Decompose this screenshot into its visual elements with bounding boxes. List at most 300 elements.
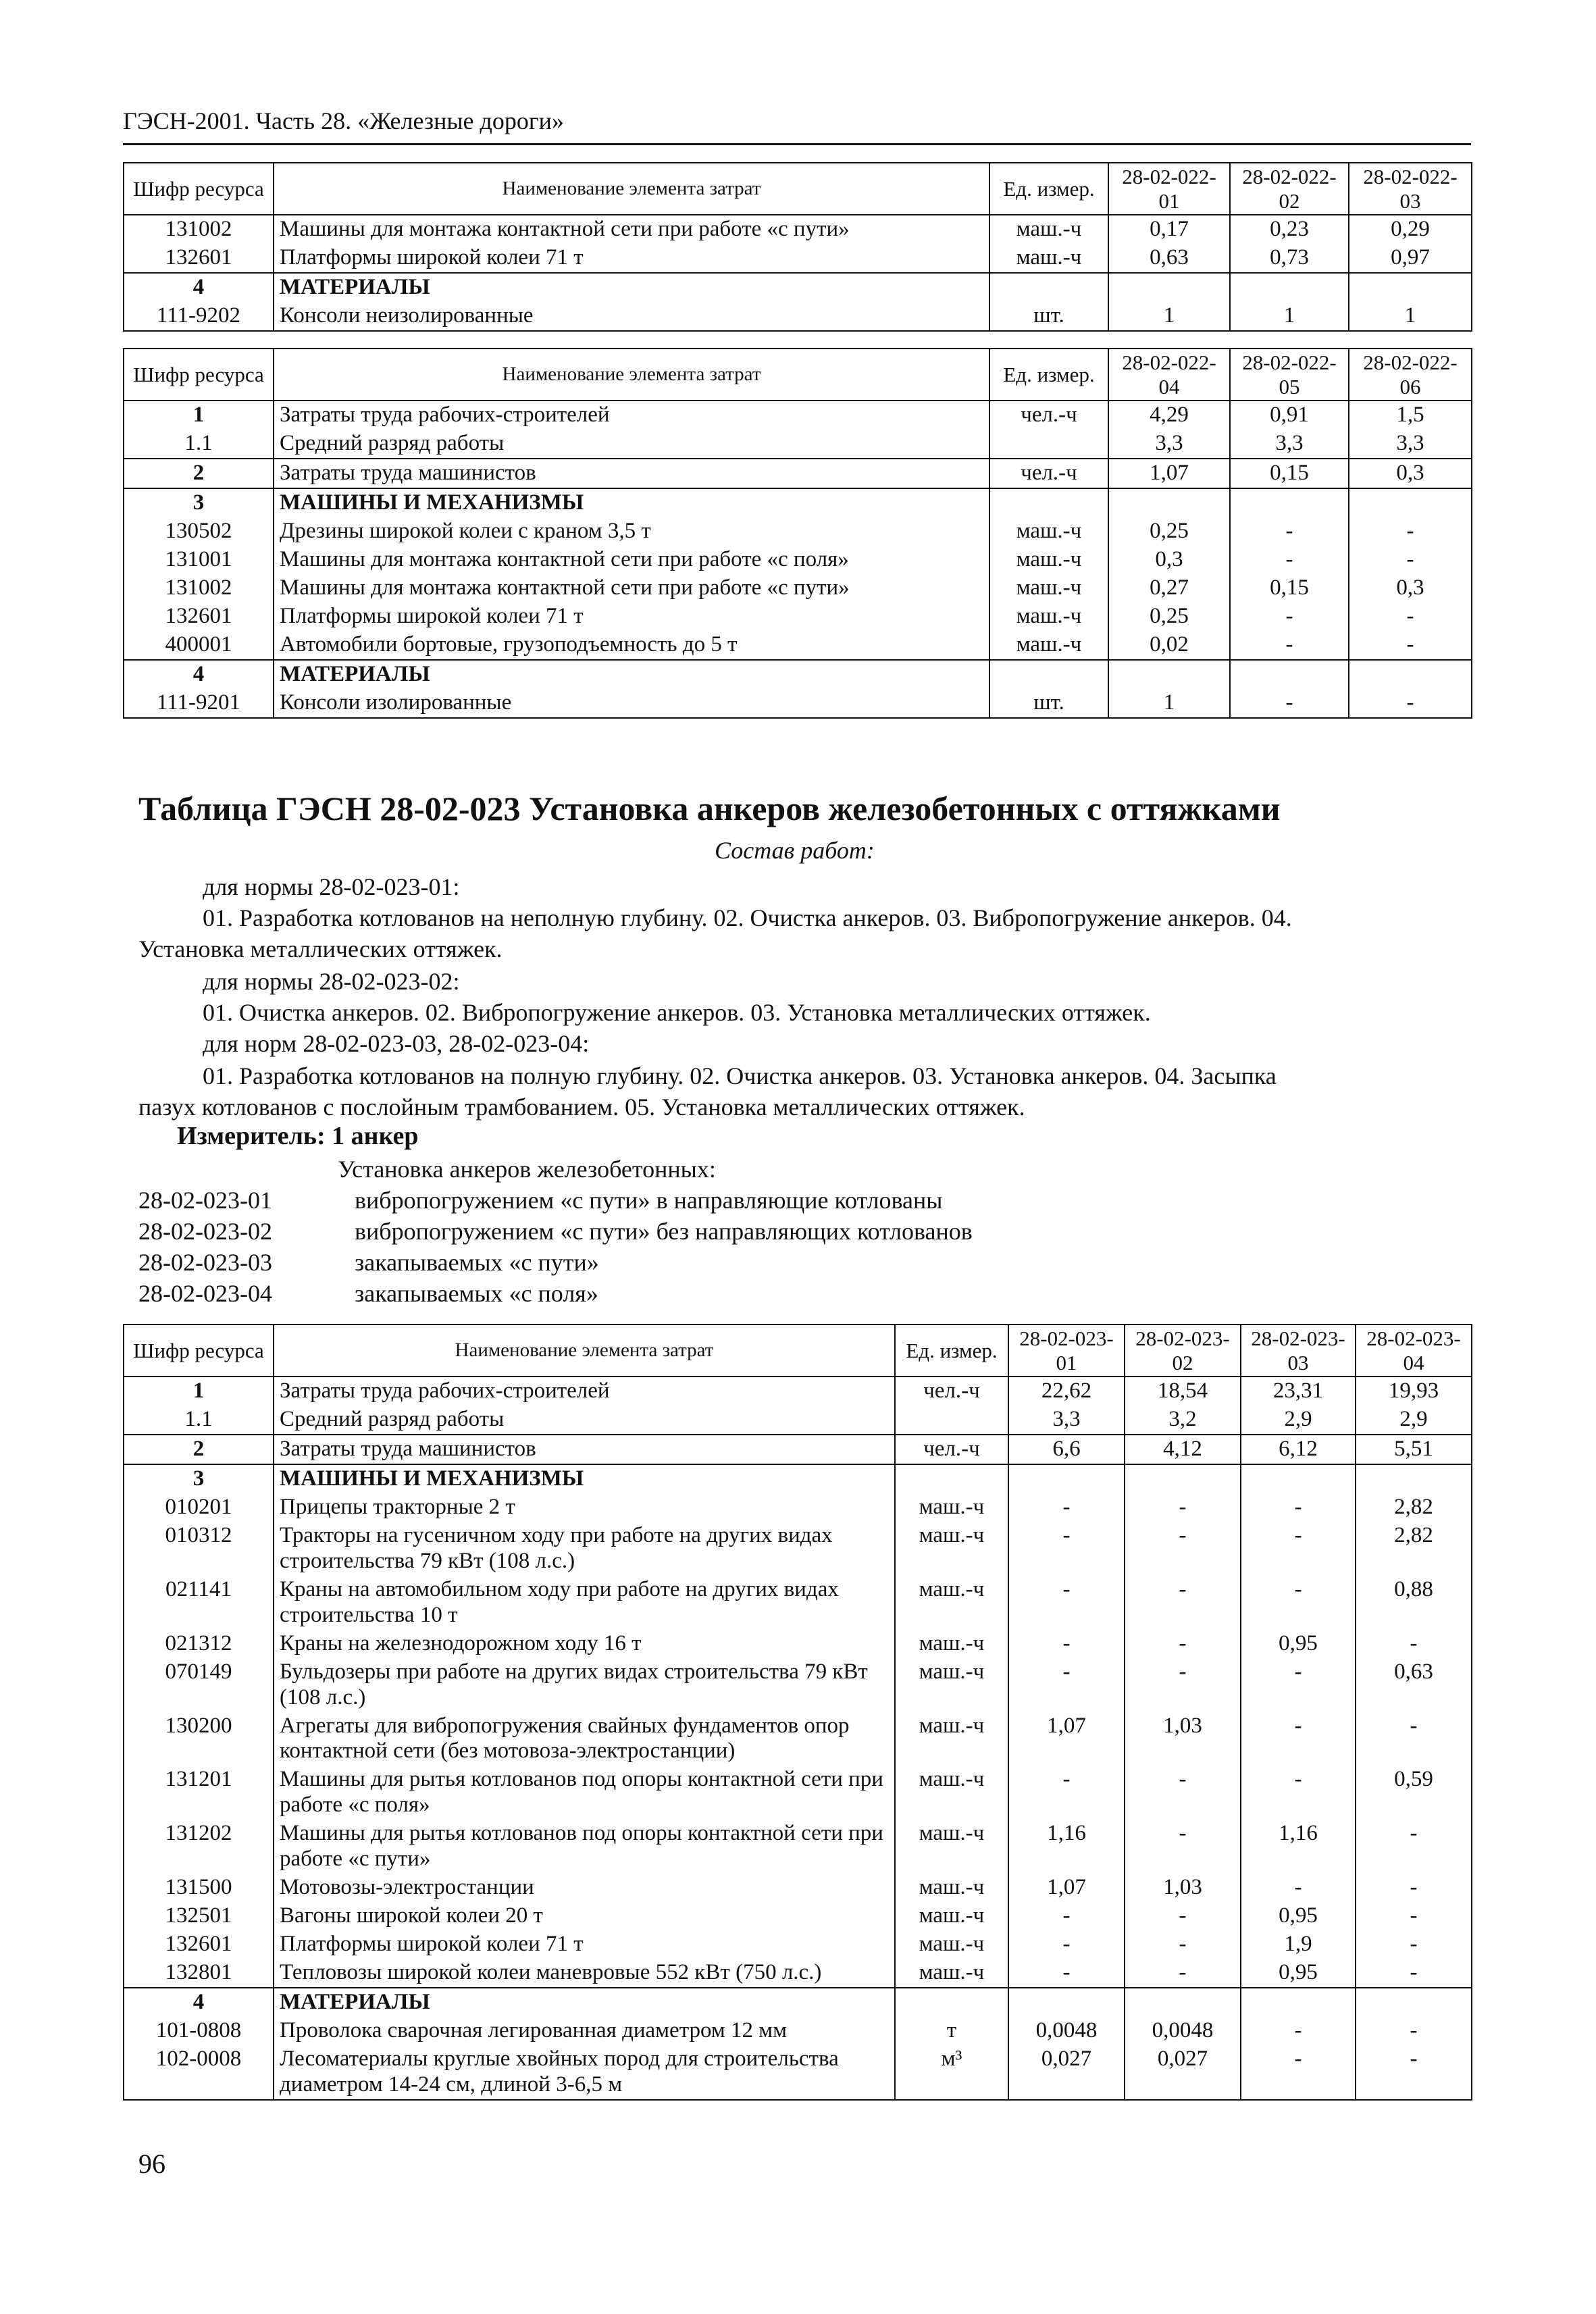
cost-element-name: Консоли изолированные (274, 689, 989, 718)
norm-value: - (1349, 517, 1472, 546)
norm-value: - (1125, 1522, 1241, 1576)
cost-element-name: Средний разряд работы (274, 430, 989, 459)
norm-label: для норм 28-02-023-03, 28-02-023-04: (203, 1030, 590, 1057)
norm-value: 6,12 (1241, 1435, 1356, 1464)
unit-of-measure: маш.-ч (895, 1766, 1008, 1820)
variant-text: вибропогружением «с пути» без направляющих котлованов (355, 1218, 973, 1245)
table-row (124, 430, 1472, 459)
unit-of-measure: маш.-ч (989, 517, 1108, 546)
resource-code: 400001 (124, 631, 274, 660)
norm-value (1108, 660, 1230, 689)
norm-value: - (1125, 1493, 1241, 1522)
norm-value: 3,3 (1108, 430, 1230, 459)
column-header-norm: 28-02-022-03 (1349, 163, 1472, 215)
resource-code: 4 (124, 660, 274, 689)
unit-of-measure: маш.-ч (895, 1874, 1008, 1902)
cost-element-name: МАТЕРИАЛЫ (274, 1988, 895, 2017)
unit-of-measure: маш.-ч (895, 1902, 1008, 1930)
norm-value: - (1241, 1576, 1356, 1630)
column-header-norm: 28-02-023-02 (1125, 1325, 1241, 1377)
norm-value: - (1008, 1658, 1125, 1712)
norm-value: 1,03 (1125, 1874, 1241, 1902)
cost-element-name: Платформы широкой колеи 71 т (274, 1930, 895, 1959)
table-row (124, 1959, 1472, 1988)
column-header-norm: 28-02-022-01 (1108, 163, 1230, 215)
cost-element-name: МАТЕРИАЛЫ (274, 273, 989, 302)
column-header-norm: 28-02-022-02 (1230, 163, 1349, 215)
table-row (124, 1820, 1472, 1874)
norm-value: 0,3 (1349, 459, 1472, 488)
norm-value: - (1349, 602, 1472, 631)
unit-of-measure: шт. (989, 302, 1108, 331)
norm-value: 0,25 (1108, 602, 1230, 631)
table-row (124, 2045, 1472, 2100)
table-28-02-022-part1 (123, 162, 1472, 332)
unit-of-measure: м³ (895, 2045, 1008, 2100)
norm-value (1356, 1988, 1472, 2017)
norm-value: 4,12 (1125, 1435, 1241, 1464)
resource-code: 101-0808 (124, 2017, 274, 2045)
cost-element-name: Средний разряд работы (274, 1406, 895, 1435)
norm-value: 1 (1108, 302, 1230, 331)
cost-element-name: Тепловозы широкой колеи маневровые 552 кВт (750 л.с.) (274, 1959, 895, 1988)
resource-code: 070149 (124, 1658, 274, 1712)
resource-code: 1.1 (124, 430, 274, 459)
norm-value: - (1008, 1630, 1125, 1658)
norm-value: 0,63 (1108, 244, 1230, 273)
norm-value: - (1008, 1902, 1125, 1930)
work-line: Установка металлических оттяжек. (138, 935, 503, 962)
norm-value: 0,02 (1108, 631, 1230, 660)
norm-value: 0,15 (1230, 574, 1349, 602)
norm-value: - (1125, 1658, 1241, 1712)
norm-value: 0,0048 (1125, 2017, 1241, 2045)
unit-of-measure: т (895, 2017, 1008, 2045)
norm-value: - (1230, 517, 1349, 546)
variant-text: вибропогружением «с пути» в направляющие котлованы (355, 1187, 943, 1214)
cost-element-name: Платформы широкой колеи 71 т (274, 602, 989, 631)
table-row (124, 1930, 1472, 1959)
table-row (124, 459, 1472, 488)
resource-code: 131201 (124, 1766, 274, 1820)
norm-value: 0,3 (1108, 546, 1230, 574)
norm-value: - (1241, 2017, 1356, 2045)
norm-value: 0,97 (1349, 244, 1472, 273)
measure-unit: Измеритель: 1 анкер (177, 1122, 419, 1150)
norm-value: 0,88 (1356, 1576, 1472, 1630)
unit-of-measure (895, 1464, 1008, 1493)
norm-value: 1,07 (1108, 459, 1230, 488)
norm-value: 0,95 (1241, 1959, 1356, 1988)
section-row (124, 273, 1472, 302)
unit-of-measure: маш.-ч (895, 1493, 1008, 1522)
section-row (124, 660, 1472, 689)
norm-value: 22,62 (1008, 1377, 1125, 1406)
norm-value: 3,2 (1125, 1406, 1241, 1435)
unit-of-measure: маш.-ч (895, 1658, 1008, 1712)
norm-value: - (1230, 602, 1349, 631)
table-row (124, 2017, 1472, 2045)
resource-code: 130200 (124, 1712, 274, 1766)
work-composition-heading: Состав работ: (715, 837, 875, 864)
unit-of-measure (989, 273, 1108, 302)
norm-value: - (1008, 1493, 1125, 1522)
unit-of-measure: шт. (989, 689, 1108, 718)
cost-element-name: Вагоны широкой колеи 20 т (274, 1902, 895, 1930)
unit-of-measure: маш.-ч (895, 1630, 1008, 1658)
column-header-name: Наименование элемента затрат (274, 349, 989, 401)
norm-value: 23,31 (1241, 1377, 1356, 1406)
unit-of-measure: маш.-ч (989, 574, 1108, 602)
variant-code: 28-02-023-01 (138, 1187, 272, 1214)
norm-value: - (1356, 1820, 1472, 1874)
install-heading: Установка анкеров железобетонных: (338, 1156, 716, 1183)
work-line: 01. Разработка котлованов на неполную глубину. 02. Очистка анкеров. 03. Вибропогружение анкеров. 04. (203, 904, 1292, 931)
table-row (124, 1766, 1472, 1820)
norm-value: - (1008, 1576, 1125, 1630)
resource-code: 2 (124, 1435, 274, 1464)
resource-code: 4 (124, 1988, 274, 2017)
norm-value: 0,91 (1230, 401, 1349, 430)
norm-value: 1 (1108, 689, 1230, 718)
cost-element-name: Краны на железнодорожном ходу 16 т (274, 1630, 895, 1658)
norm-value: 0,25 (1108, 517, 1230, 546)
norm-value: 0,17 (1108, 215, 1230, 244)
table-row (124, 215, 1472, 244)
unit-of-measure: чел.-ч (989, 401, 1108, 430)
norm-value: 1 (1349, 302, 1472, 331)
cost-element-name: Машины для рытья котлованов под опоры контактной сети при работе «с пути» (274, 1820, 895, 1874)
table-title: Таблица ГЭСН 28-02-023 Установка анкеров железобетонных с оттяжками (138, 790, 1281, 827)
variant-code: 28-02-023-04 (138, 1280, 272, 1307)
table-row (124, 1658, 1472, 1712)
cost-element-name: Затраты труда машинистов (274, 459, 989, 488)
norm-value: - (1356, 1630, 1472, 1658)
norm-value: - (1241, 1493, 1356, 1522)
norm-value: - (1356, 2017, 1472, 2045)
norm-value: - (1008, 1959, 1125, 1988)
column-header-norm: 28-02-023-04 (1356, 1325, 1472, 1377)
norm-value: 0,027 (1008, 2045, 1125, 2100)
column-header-unit: Ед. измер. (895, 1325, 1008, 1377)
cost-element-name: Агрегаты для вибропогружения свайных фундаментов опор контактной сети (без мотовоза-электростанции) (274, 1712, 895, 1766)
table-row (124, 689, 1472, 718)
norm-value: 0,63 (1356, 1658, 1472, 1712)
resource-code: 4 (124, 273, 274, 302)
norm-value: - (1356, 1874, 1472, 1902)
table-row (124, 1630, 1472, 1658)
resource-code: 132601 (124, 1930, 274, 1959)
unit-of-measure: маш.-ч (895, 1712, 1008, 1766)
norm-value: 2,9 (1356, 1406, 1472, 1435)
norm-value: - (1125, 1820, 1241, 1874)
table-row (124, 1435, 1472, 1464)
cost-element-name: Платформы широкой колеи 71 т (274, 244, 989, 273)
unit-of-measure: маш.-ч (895, 1959, 1008, 1988)
section-row (124, 488, 1472, 517)
resource-code: 131500 (124, 1874, 274, 1902)
unit-of-measure: маш.-ч (895, 1522, 1008, 1576)
resource-code: 1.1 (124, 1406, 274, 1435)
norm-value (1008, 1988, 1125, 2017)
norm-value (1125, 1464, 1241, 1493)
work-line: 01. Разработка котлованов на полную глубину. 02. Очистка анкеров. 03. Установка анкеров. 04. Засыпка (203, 1062, 1277, 1089)
column-header-norm: 28-02-023-01 (1008, 1325, 1125, 1377)
resource-code: 132601 (124, 602, 274, 631)
table-row (124, 401, 1472, 430)
cost-element-name: Затраты труда рабочих-строителей (274, 401, 989, 430)
unit-of-measure: маш.-ч (989, 244, 1108, 273)
variant-text: закапываемых «с поля» (355, 1280, 598, 1307)
norm-value (1230, 660, 1349, 689)
norm-value: 2,9 (1241, 1406, 1356, 1435)
resource-code: 1 (124, 401, 274, 430)
norm-value: - (1349, 546, 1472, 574)
resource-code: 021141 (124, 1576, 274, 1630)
norm-value (1349, 488, 1472, 517)
cost-element-name: Прицепы тракторные 2 т (274, 1493, 895, 1522)
unit-of-measure (989, 488, 1108, 517)
norm-value (1241, 1464, 1356, 1493)
norm-value: - (1125, 1766, 1241, 1820)
table-row (124, 1874, 1472, 1902)
cost-element-name: Машины для рытья котлованов под опоры контактной сети при работе «с поля» (274, 1766, 895, 1820)
norm-value: - (1356, 1959, 1472, 1988)
norm-value: - (1008, 1522, 1125, 1576)
resource-code: 130502 (124, 517, 274, 546)
norm-label: для нормы 28-02-023-02: (203, 968, 460, 995)
table-row (124, 1576, 1472, 1630)
resource-code: 132801 (124, 1959, 274, 1988)
table-28-02-023 (123, 1324, 1472, 2101)
column-header-name: Наименование элемента затрат (274, 1325, 895, 1377)
cost-element-name: Машины для монтажа контактной сети при работе «с пути» (274, 215, 989, 244)
norm-value: - (1230, 546, 1349, 574)
cost-element-name: Машины для монтажа контактной сети при работе «с поля» (274, 546, 989, 574)
norm-value: 1,07 (1008, 1874, 1125, 1902)
resource-code: 010201 (124, 1493, 274, 1522)
norm-value: 1,16 (1008, 1820, 1125, 1874)
resource-code: 132501 (124, 1902, 274, 1930)
column-header-norm: 28-02-022-06 (1349, 349, 1472, 401)
norm-value: 0,3 (1349, 574, 1472, 602)
column-header-norm: 28-02-022-05 (1230, 349, 1349, 401)
cost-element-name: Краны на автомобильном ходу при работе на других видах строительства 10 т (274, 1576, 895, 1630)
cost-element-name: Мотовозы-электростанции (274, 1874, 895, 1902)
column-header-norm: 28-02-022-04 (1108, 349, 1230, 401)
norm-value: 0,0048 (1008, 2017, 1125, 2045)
norm-value: 1,9 (1241, 1930, 1356, 1959)
cost-element-name: Затраты труда машинистов (274, 1435, 895, 1464)
norm-value: 2,82 (1356, 1493, 1472, 1522)
running-header: ГЭСН-2001. Часть 28. «Железные дороги» (123, 107, 564, 134)
unit-of-measure: маш.-ч (989, 215, 1108, 244)
section-row (124, 1988, 1472, 2017)
norm-value: 0,29 (1349, 215, 1472, 244)
norm-value: 19,93 (1356, 1377, 1472, 1406)
norm-value: 18,54 (1125, 1377, 1241, 1406)
norm-value: - (1356, 2045, 1472, 2100)
norm-value: 0,15 (1230, 459, 1349, 488)
table-row (124, 602, 1472, 631)
norm-value: - (1125, 1630, 1241, 1658)
cost-element-name: Дрезины широкой колеи с краном 3,5 т (274, 517, 989, 546)
norm-value: - (1125, 1576, 1241, 1630)
unit-of-measure: маш.-ч (989, 546, 1108, 574)
norm-value: 4,29 (1108, 401, 1230, 430)
norm-value: 0,23 (1230, 215, 1349, 244)
column-header-unit: Ед. измер. (989, 163, 1108, 215)
cost-element-name: Лесоматериалы круглые хвойных пород для строительства диаметром 14-24 см, длиной 3-6,5 м (274, 2045, 895, 2100)
cost-element-name: Проволока сварочная легированная диаметром 12 мм (274, 2017, 895, 2045)
norm-value: - (1241, 1658, 1356, 1712)
work-line: пазух котлованов с послойным трамбованием. 05. Установка металлических оттяжек. (138, 1094, 1025, 1121)
norm-value: - (1349, 689, 1472, 718)
table-row (124, 1712, 1472, 1766)
norm-value: 0,59 (1356, 1766, 1472, 1820)
norm-value: 1,03 (1125, 1712, 1241, 1766)
column-header-code: Шифр ресурса (124, 163, 274, 215)
cost-element-name: Затраты труда рабочих-строителей (274, 1377, 895, 1406)
norm-value: - (1230, 631, 1349, 660)
table-row (124, 302, 1472, 331)
table-row (124, 631, 1472, 660)
norm-label: для нормы 28-02-023-01: (203, 873, 460, 900)
norm-value: 6,6 (1008, 1435, 1125, 1464)
norm-value: 3,3 (1349, 430, 1472, 459)
cost-element-name: Машины для монтажа контактной сети при работе «с пути» (274, 574, 989, 602)
norm-value: 0,73 (1230, 244, 1349, 273)
unit-of-measure: маш.-ч (989, 602, 1108, 631)
unit-of-measure: маш.-ч (989, 631, 1108, 660)
resource-code: 3 (124, 1464, 274, 1493)
unit-of-measure (989, 430, 1108, 459)
unit-of-measure: маш.-ч (895, 1576, 1008, 1630)
norm-value: - (1241, 1766, 1356, 1820)
column-header-unit: Ед. измер. (989, 349, 1108, 401)
unit-of-measure: чел.-ч (989, 459, 1108, 488)
column-header-name: Наименование элемента затрат (274, 163, 989, 215)
variant-code: 28-02-023-03 (138, 1249, 272, 1276)
norm-value: - (1125, 1930, 1241, 1959)
norm-value: - (1125, 1959, 1241, 1988)
resource-code: 010312 (124, 1522, 274, 1576)
norm-value: 2,82 (1356, 1522, 1472, 1576)
resource-code: 131001 (124, 546, 274, 574)
norm-value: 0,95 (1241, 1630, 1356, 1658)
norm-value: - (1008, 1930, 1125, 1959)
work-line: 01. Очистка анкеров. 02. Вибропогружение анкеров. 03. Установка металлических оттяжек. (203, 999, 1151, 1026)
unit-of-measure: маш.-ч (895, 1930, 1008, 1959)
column-header-code: Шифр ресурса (124, 1325, 274, 1377)
norm-value (1230, 273, 1349, 302)
norm-value: - (1241, 1874, 1356, 1902)
resource-code: 102-0008 (124, 2045, 274, 2100)
norm-value (1108, 273, 1230, 302)
resource-code: 111-9202 (124, 302, 274, 331)
norm-value: 3,3 (1230, 430, 1349, 459)
norm-value: - (1349, 631, 1472, 660)
table-row (124, 1493, 1472, 1522)
variant-code: 28-02-023-02 (138, 1218, 272, 1245)
unit-of-measure (895, 1406, 1008, 1435)
resource-code: 1 (124, 1377, 274, 1406)
table-row (124, 1902, 1472, 1930)
cost-element-name: Тракторы на гусеничном ходу при работе на других видах строительства 79 кВт (108 л.с.) (274, 1522, 895, 1576)
norm-value: - (1356, 1712, 1472, 1766)
norm-value (1230, 488, 1349, 517)
resource-code: 131002 (124, 574, 274, 602)
header-rule (123, 143, 1471, 145)
column-header-code: Шифр ресурса (124, 349, 274, 401)
norm-value: 0,027 (1125, 2045, 1241, 2100)
cost-element-name: Консоли неизолированные (274, 302, 989, 331)
unit-of-measure: чел.-ч (895, 1377, 1008, 1406)
unit-of-measure: чел.-ч (895, 1435, 1008, 1464)
resource-code: 132601 (124, 244, 274, 273)
table-row (124, 517, 1472, 546)
cost-element-name: МАШИНЫ И МЕХАНИЗМЫ (274, 488, 989, 517)
norm-value: 1,16 (1241, 1820, 1356, 1874)
norm-value: - (1008, 1766, 1125, 1820)
norm-value (1356, 1464, 1472, 1493)
unit-of-measure: маш.-ч (895, 1820, 1008, 1874)
norm-value: 0,95 (1241, 1902, 1356, 1930)
table-row (124, 1522, 1472, 1576)
norm-value: - (1230, 689, 1349, 718)
resource-code: 111-9201 (124, 689, 274, 718)
norm-value: - (1241, 2045, 1356, 2100)
column-header-norm: 28-02-023-03 (1241, 1325, 1356, 1377)
norm-value (1008, 1464, 1125, 1493)
norm-value (1241, 1988, 1356, 2017)
table-row (124, 1406, 1472, 1435)
section-row (124, 1464, 1472, 1493)
cost-element-name: МАШИНЫ И МЕХАНИЗМЫ (274, 1464, 895, 1493)
norm-value (1125, 1988, 1241, 2017)
resource-code: 021312 (124, 1630, 274, 1658)
table-row (124, 1377, 1472, 1406)
resource-code: 131202 (124, 1820, 274, 1874)
norm-value: - (1356, 1930, 1472, 1959)
norm-value: - (1356, 1902, 1472, 1930)
table-28-02-022-part2 (123, 348, 1472, 719)
unit-of-measure (989, 660, 1108, 689)
variant-text: закапываемых «с пути» (355, 1249, 599, 1276)
cost-element-name: Бульдозеры при работе на других видах строительства 79 кВт (108 л.с.) (274, 1658, 895, 1712)
table-row (124, 574, 1472, 602)
cost-element-name: МАТЕРИАЛЫ (274, 660, 989, 689)
resource-code: 3 (124, 488, 274, 517)
norm-value: 1 (1230, 302, 1349, 331)
table-row (124, 546, 1472, 574)
norm-value: 1,07 (1008, 1712, 1125, 1766)
norm-value (1349, 660, 1472, 689)
norm-value: 1,5 (1349, 401, 1472, 430)
page-number: 96 (138, 2149, 165, 2179)
resource-code: 131002 (124, 215, 274, 244)
unit-of-measure (895, 1988, 1008, 2017)
norm-value (1349, 273, 1472, 302)
cost-element-name: Автомобили бортовые, грузоподъемность до 5 т (274, 631, 989, 660)
norm-value: - (1241, 1522, 1356, 1576)
norm-value: - (1241, 1712, 1356, 1766)
norm-value: 5,51 (1356, 1435, 1472, 1464)
norm-value: 0,27 (1108, 574, 1230, 602)
table-row (124, 244, 1472, 273)
norm-value: 3,3 (1008, 1406, 1125, 1435)
norm-value (1108, 488, 1230, 517)
